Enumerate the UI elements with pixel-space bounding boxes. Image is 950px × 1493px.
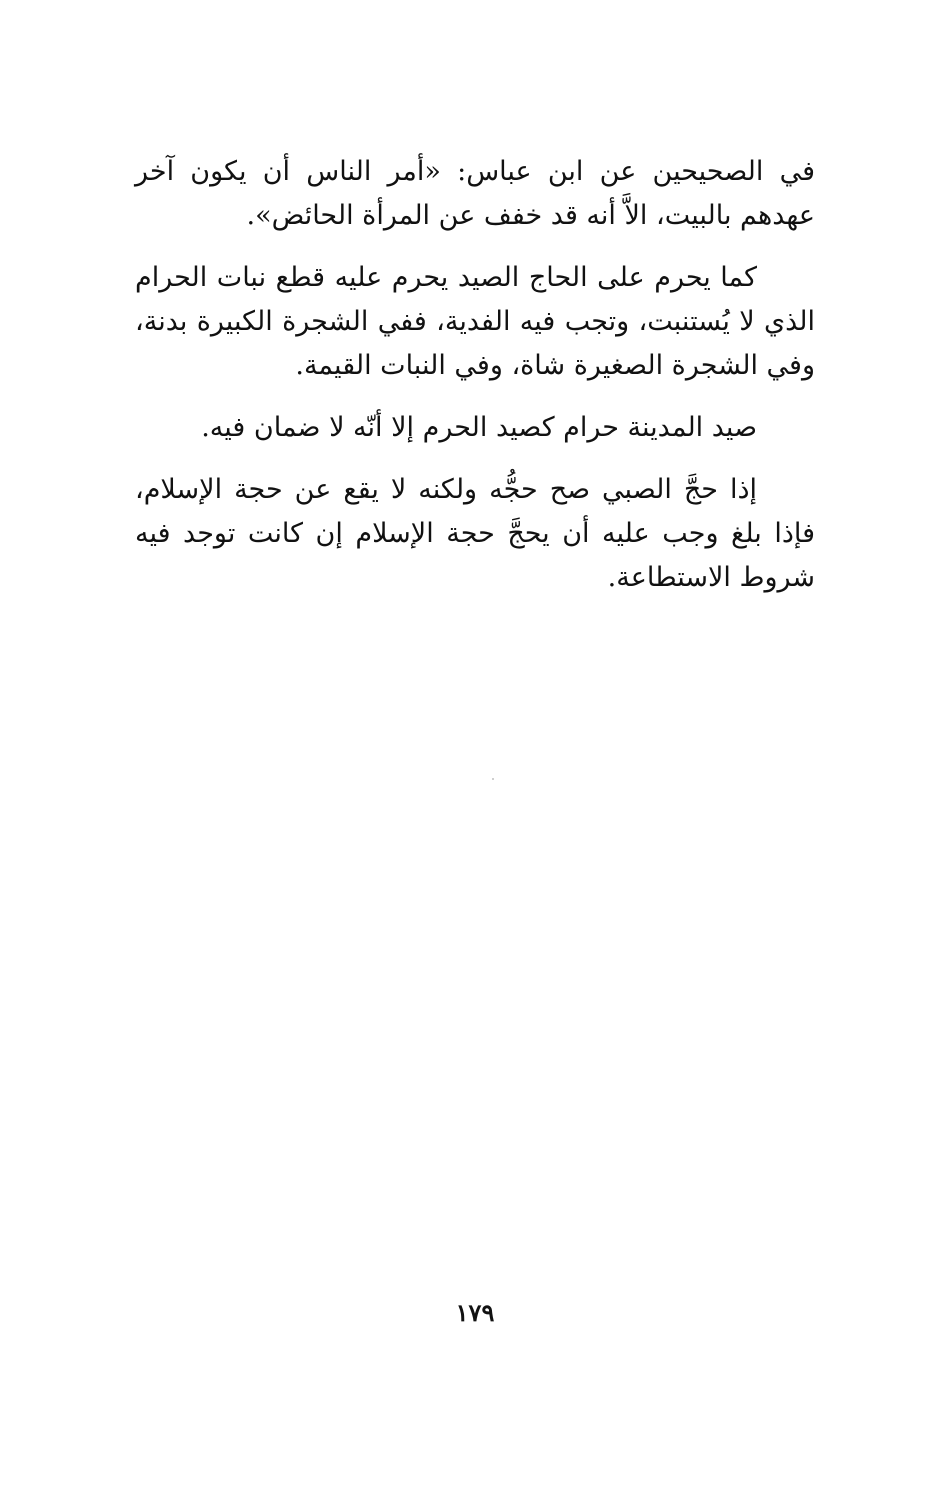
- page-number: ١٧٩: [455, 1298, 495, 1327]
- paragraph-child-hajj: إذا حجَّ الصبي صح حجُّه ولكنه لا يقع عن حجة الإسلام، فإذا بلغ وجب عليه أن يحجَّ حجة الإسلام إن كانت توجد فيه شروط الاستطاعة.: [135, 474, 815, 593]
- paragraph-farewell-tawaf: في الصحيحين عن ابن عباس: «أمر الناس أن يكون آخر عهدهم بالبيت، الاَّ أنه قد خفف عن المرأة الحائض».: [135, 156, 815, 231]
- scan-speck: [492, 778, 494, 780]
- paragraph-madinah-game: صيد المدينة حرام كصيد الحرم إلا أنّه لا ضمان فيه.: [201, 412, 757, 443]
- paragraph-haram-plants: كما يحرم على الحاج الصيد يحرم عليه قطع نبات الحرام الذي لا يُستنبت، وتجب فيه الفدية، ففي الشجرة الكبيرة بدنة، وفي الشجرة الصغيرة شاة، وفي النبات القيمة.: [135, 262, 815, 381]
- body-text: [135, 150, 815, 618]
